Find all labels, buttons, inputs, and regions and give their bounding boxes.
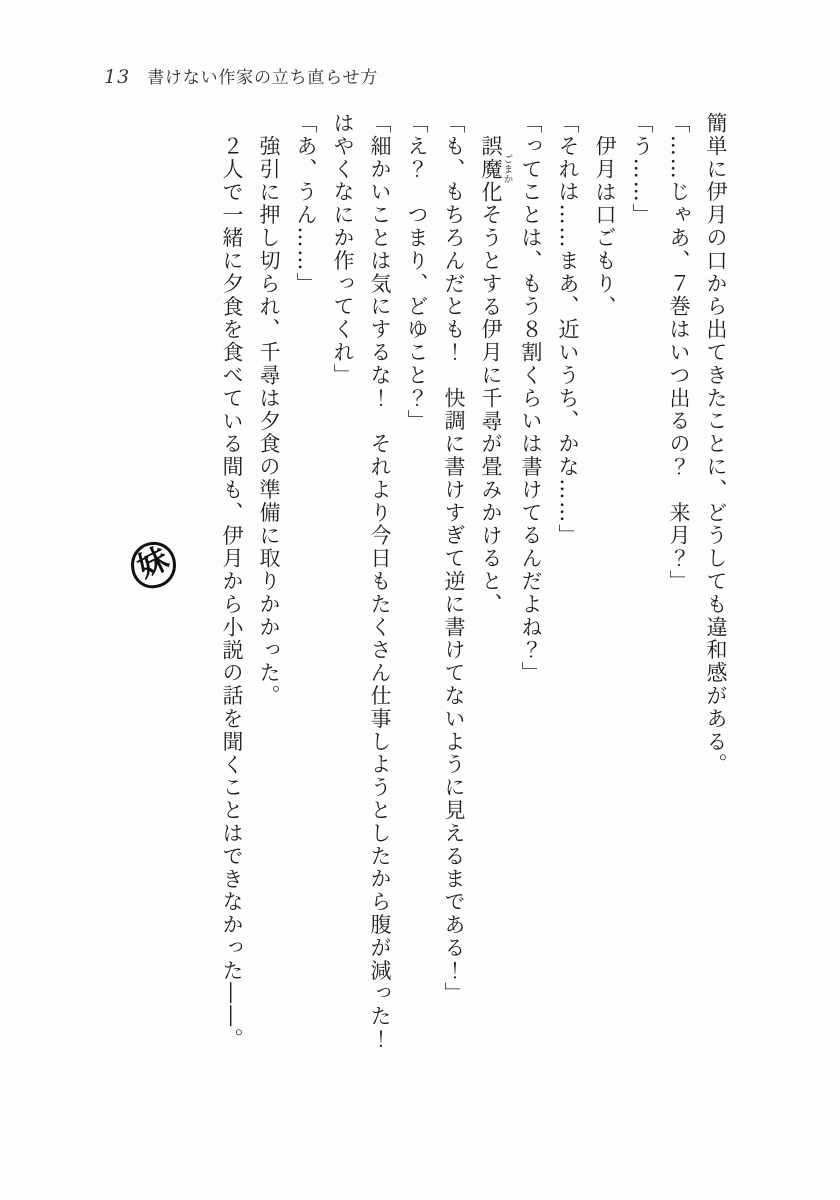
page-number: 13 xyxy=(104,66,131,88)
running-title: 書けない作家の立ち直らせ方 xyxy=(147,68,379,88)
sister-stamp xyxy=(127,538,179,591)
paragraph: 「それは……まあ、近いうち、かな……」 xyxy=(556,112,580,548)
paragraph: 「ってことは、もう８割くらいは書けてるんだよね？」 xyxy=(519,112,543,685)
paragraph: 伊月は口ごもり、 xyxy=(593,135,617,319)
text-block xyxy=(213,112,734,1052)
paragraph: 「う……」 xyxy=(630,112,654,227)
paragraph: 「え？ つまり、どゆこと？」 xyxy=(405,112,429,433)
page-header xyxy=(104,63,378,88)
paragraph: 「細かいことは気にするな！ それより今日もたくさん仕事しようとしたから腹が減った！はやくなにか作ってくれ」 xyxy=(331,112,392,1051)
stamp-kanji: 妹 xyxy=(131,541,174,586)
paragraph: ２人で一緒に夕食を食べている間も、伊月から小説の話を聞くことはできなかった――。 xyxy=(220,135,244,1051)
paragraph: 誤魔化ごまかそうとする伊月に千尋が畳みかけると、 xyxy=(479,135,513,616)
paragraph: 簡単に伊月の口から出てきたことに、どうしても違和感がある。 xyxy=(704,112,728,777)
paragraph: 「も、もちろんだとも！ 快調に書けすぎて逆に書けてないように見えるまである！」 xyxy=(442,112,466,1006)
paragraph: 「……じゃあ、７巻はいつ出るの？ 来月？」 xyxy=(667,112,691,593)
paragraph: 強引に押し切られ、千尋は夕食の準備に取りかかった。 xyxy=(257,135,281,708)
paragraph: 「あ、うん……」 xyxy=(294,112,318,296)
ruby-annotation: 誤魔化ごまか xyxy=(479,135,513,204)
